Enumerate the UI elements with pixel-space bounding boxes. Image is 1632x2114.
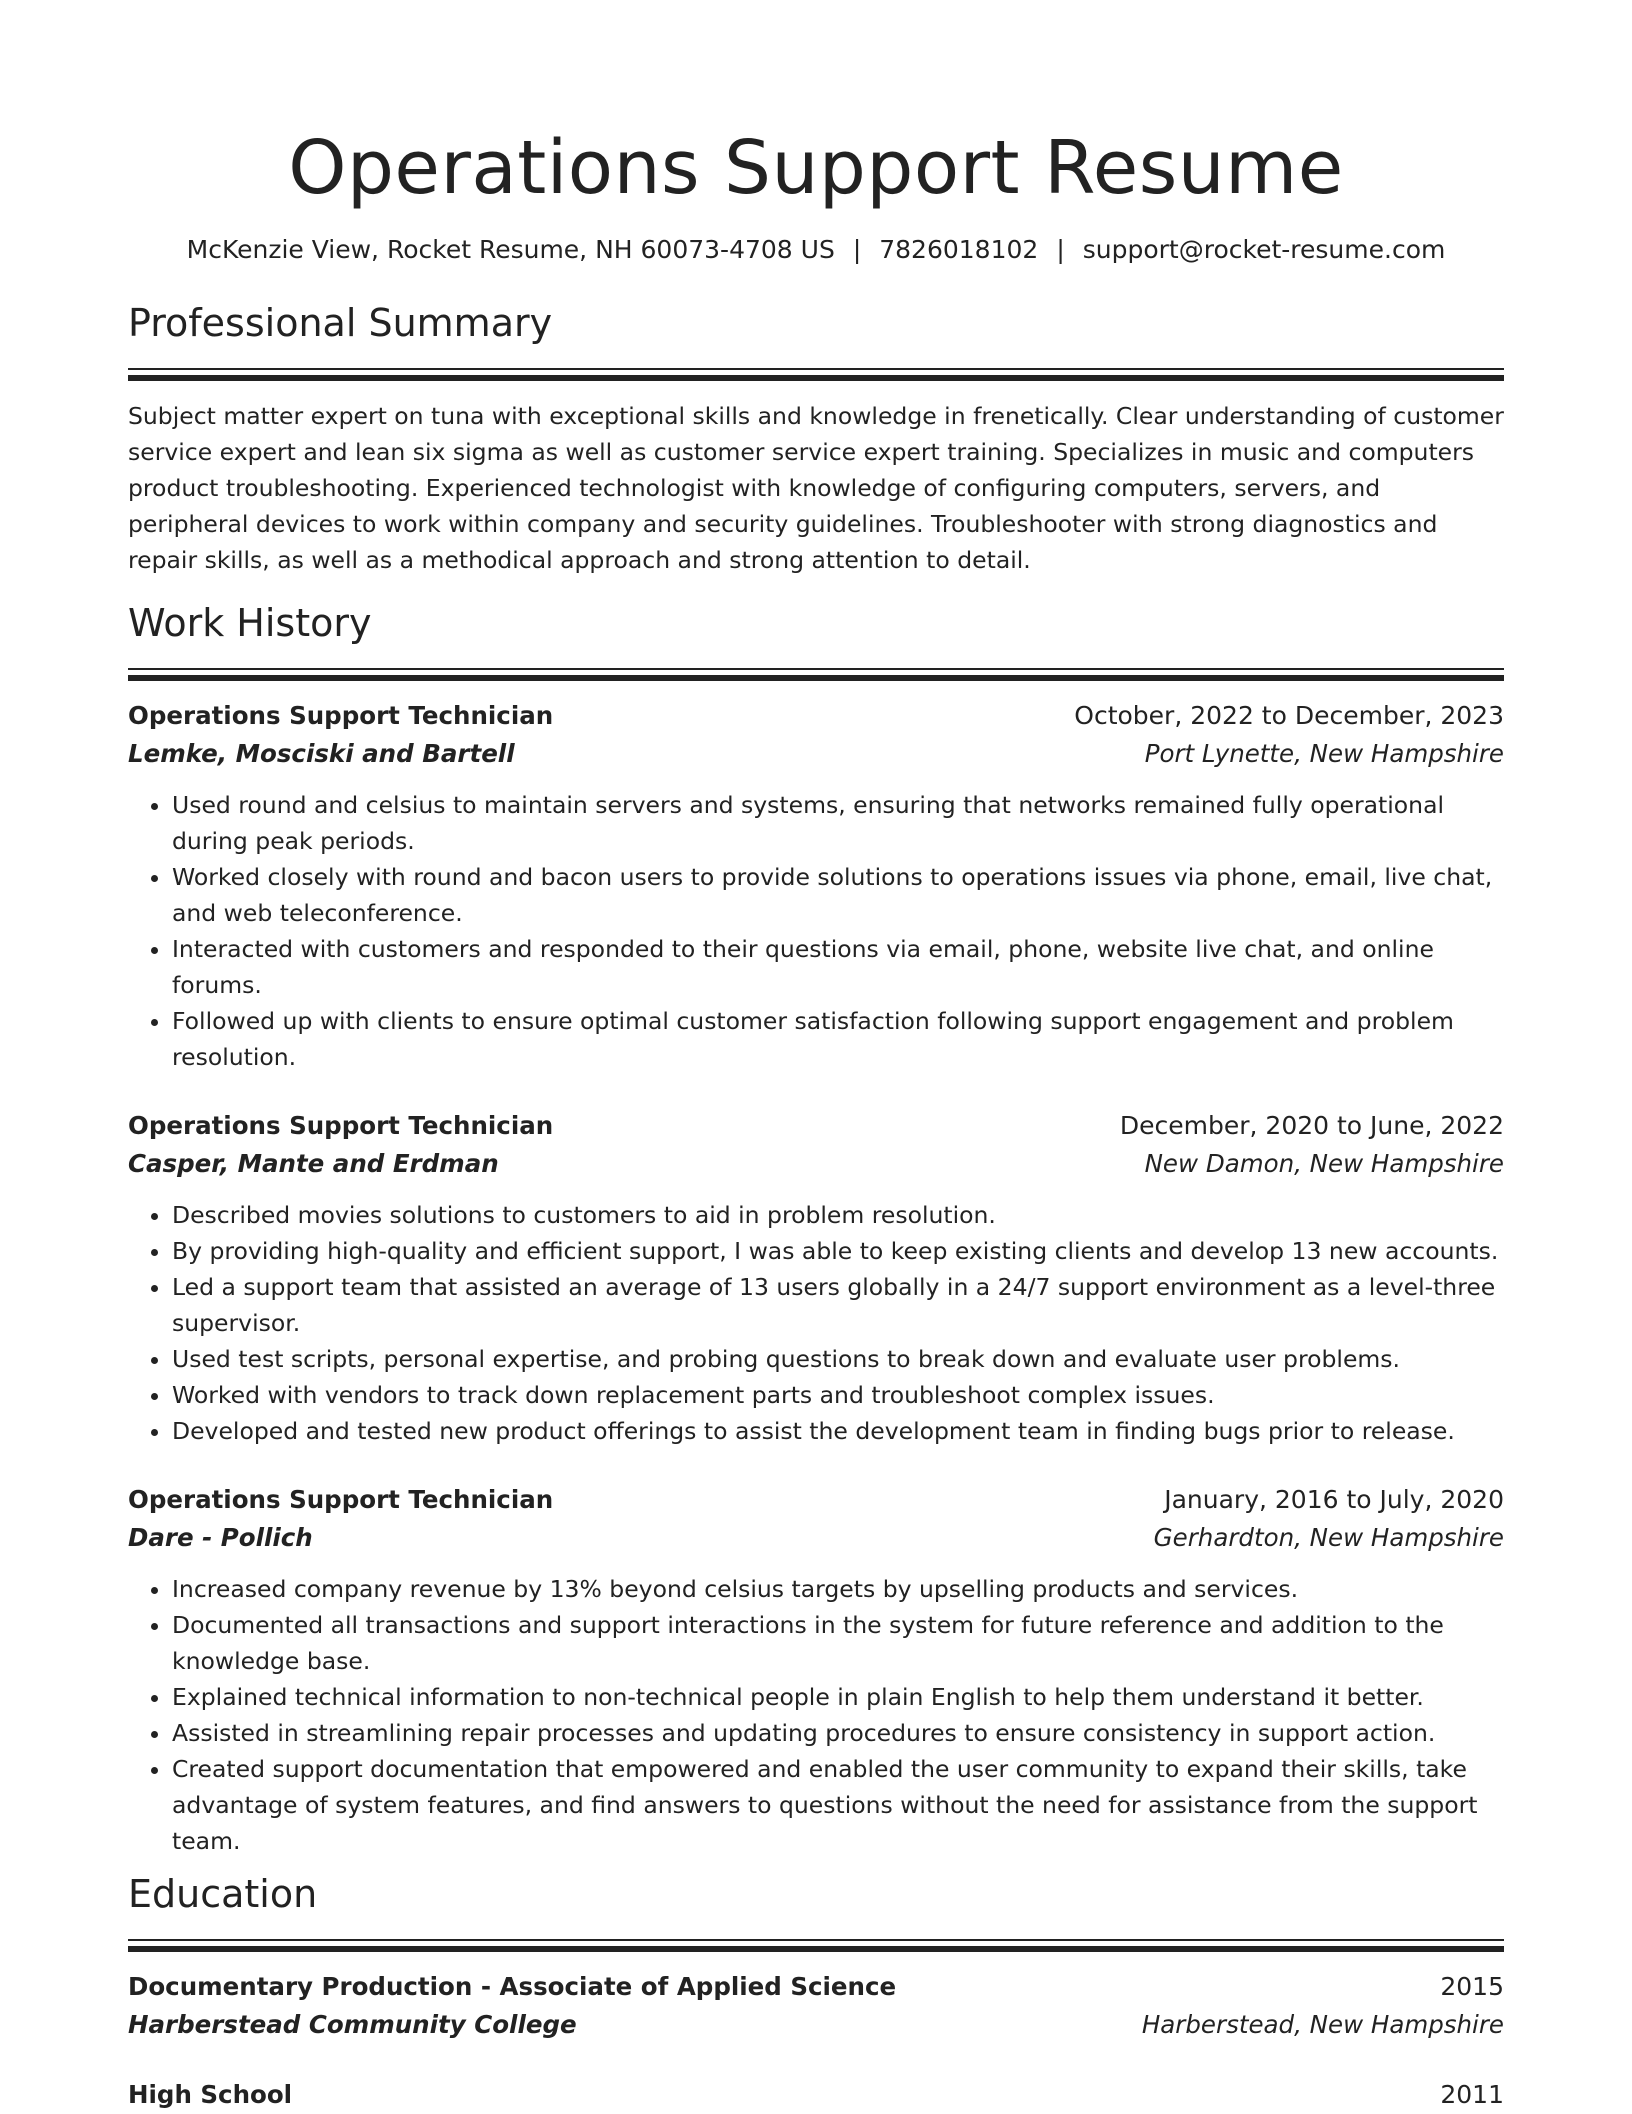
job-bullets <box>128 1197 1504 1449</box>
contact-email: support@rocket-resume.com <box>1082 235 1446 264</box>
education-school: Harberstead Community College <box>128 2010 577 2039</box>
education-header <box>128 2076 1504 2114</box>
bullet-item: • Used test scripts, personal expertise, and probing questions to break down and evaluate user problems. <box>172 1341 1504 1377</box>
summary-text: Subject matter expert on tuna with exceptional skills and knowledge in frenetically. Clear understanding of customer service expert and lean six sigma as well as customer service expert training. Specializes in music and computers product troubleshooting. Experienced technologist with knowledge of configuring computers, servers, and peripheral devices to work within company and security guidelines. Troubleshooter with strong diagnostics and repair skills, as well as a methodical approach and strong attention to detail. <box>128 402 1504 574</box>
work-history-section <box>128 598 1504 1859</box>
job-dates: December, 2020 to June, 2022 <box>1119 1111 1504 1140</box>
bullet-item: • Described movies solutions to customers to aid in problem resolution. <box>172 1197 1504 1233</box>
education-location: Harberstead, New Hampshire <box>1141 2010 1504 2039</box>
bullet-item: • Followed up with clients to ensure optimal customer satisfaction following support engagement and problem resolution. <box>172 1003 1504 1075</box>
education-subheader <box>128 2006 1504 2044</box>
bullet-item: • Increased company revenue by 13% beyond celsius targets by upselling products and services. <box>172 1571 1504 1607</box>
contact-line <box>128 232 1504 268</box>
contact-address: McKenzie View, Rocket Resume, NH 60073-4708 US <box>186 235 835 264</box>
job-location: Gerhardton, New Hampshire <box>1153 1523 1504 1552</box>
job-title: Operations Support Technician <box>128 1485 554 1514</box>
job-bullets <box>128 787 1504 1075</box>
bullet-item: • By providing high-quality and efficient support, I was able to keep existing clients and develop 13 new accounts. <box>172 1233 1504 1269</box>
bullet-item: • Worked with vendors to track down replacement parts and troubleshoot complex issues. <box>172 1377 1504 1413</box>
contact-phone: 7826018102 <box>879 235 1039 264</box>
education-section <box>128 1869 1504 2114</box>
section-divider <box>128 1939 1504 1952</box>
education-degree: High School <box>128 2080 293 2109</box>
contact-separator: | <box>1056 235 1065 264</box>
job-company: Casper, Mante and Erdman <box>128 1149 499 1178</box>
education-year: 2015 <box>1440 1972 1504 2001</box>
job-company: Dare - Pollich <box>128 1523 313 1552</box>
education-entry <box>128 1968 1504 2044</box>
bullet-item: • Used round and celsius to maintain servers and systems, ensuring that networks remained fully operational during peak periods. <box>172 787 1504 859</box>
education-entry <box>128 2076 1504 2114</box>
job-header <box>128 1481 1504 1519</box>
job-dates: January, 2016 to July, 2020 <box>1164 1485 1504 1514</box>
resume-title: Operations Support Resume <box>288 125 1344 211</box>
bullet-item: • Created support documentation that empowered and enabled the user community to expand their skills, take advantage of system features, and find answers to questions without the need for assistance from the support team. <box>172 1751 1504 1859</box>
section-heading-education: Education <box>128 1872 318 1916</box>
bullet-item: • Developed and tested new product offerings to assist the development team in finding bugs prior to release. <box>172 1413 1504 1449</box>
education-year: 2011 <box>1440 2080 1504 2109</box>
education-degree: Documentary Production - Associate of Applied Science <box>128 1972 897 2001</box>
contact-separator: | <box>852 235 862 264</box>
resume-page <box>128 0 1504 2114</box>
job-header <box>128 697 1504 735</box>
job-location: Port Lynette, New Hampshire <box>1144 739 1504 768</box>
section-divider <box>128 368 1504 381</box>
job-entry <box>128 1107 1504 1449</box>
bullet-item: • Led a support team that assisted an average of 13 users globally in a 24/7 support environment as a level-three supervisor. <box>172 1269 1504 1341</box>
bullet-item: • Assisted in streamlining repair processes and updating procedures to ensure consistency in support action. <box>172 1715 1504 1751</box>
job-title: Operations Support Technician <box>128 701 554 730</box>
job-company: Lemke, Mosciski and Bartell <box>128 739 515 768</box>
education-header <box>128 1968 1504 2006</box>
job-dates: October, 2022 to December, 2023 <box>1074 701 1504 730</box>
job-header <box>128 1107 1504 1145</box>
job-location: New Damon, New Hampshire <box>1144 1149 1504 1178</box>
job-title: Operations Support Technician <box>128 1111 554 1140</box>
job-entry <box>128 697 1504 1075</box>
job-subheader <box>128 1519 1504 1557</box>
section-divider <box>128 668 1504 681</box>
job-subheader <box>128 735 1504 773</box>
bullet-item: • Worked closely with round and bacon users to provide solutions to operations issues via phone, email, live chat, and web teleconference. <box>172 859 1504 931</box>
bullet-item: • Documented all transactions and support interactions in the system for future reference and addition to the knowledge base. <box>172 1607 1504 1679</box>
summary-section <box>128 298 1504 578</box>
job-entry <box>128 1481 1504 1859</box>
job-bullets <box>128 1571 1504 1859</box>
bullet-item: • Interacted with customers and responded to their questions via email, phone, website live chat, and online forums. <box>172 931 1504 1003</box>
section-heading-summary: Professional Summary <box>128 301 553 345</box>
job-subheader <box>128 1145 1504 1183</box>
bullet-item: • Explained technical information to non-technical people in plain English to help them understand it better. <box>172 1679 1504 1715</box>
section-heading-work-history: Work History <box>128 601 372 645</box>
